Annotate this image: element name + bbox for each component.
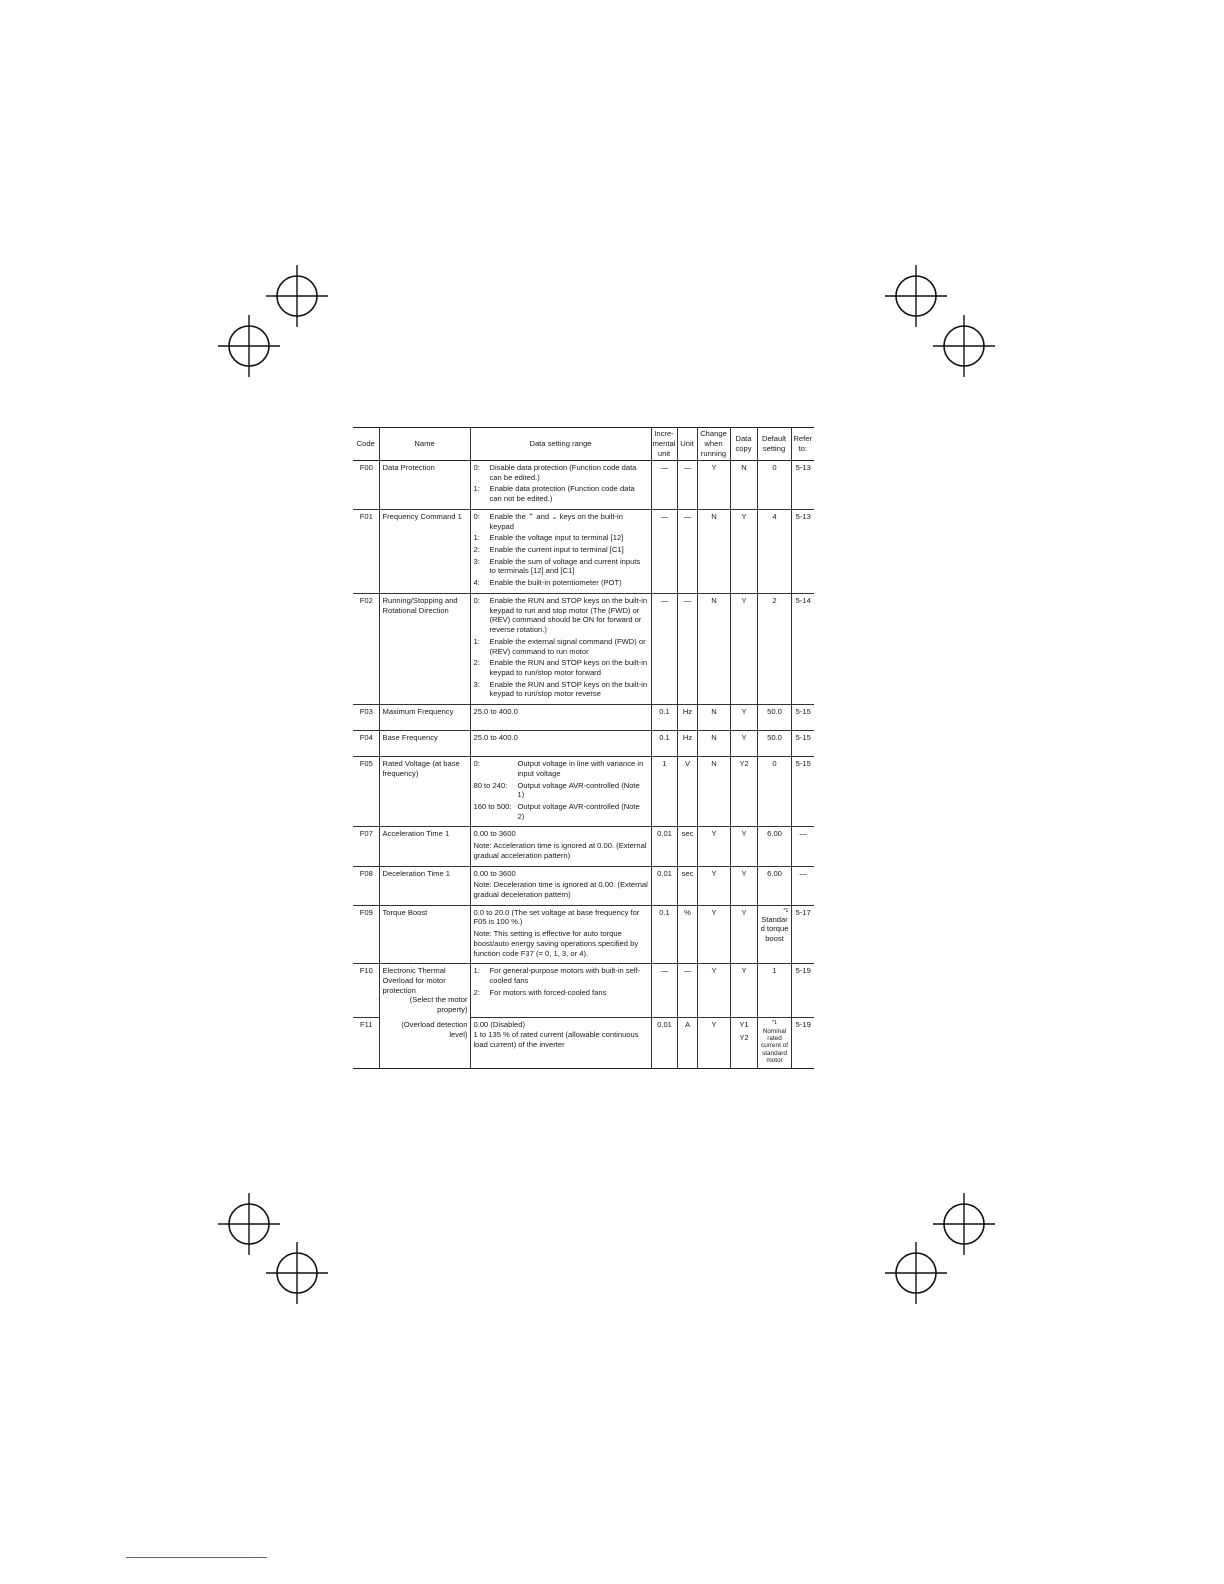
registration-mark-icon [218, 315, 280, 377]
range-cell [470, 866, 651, 905]
copy-cell: Y [730, 866, 757, 905]
header-code: Code [353, 428, 379, 461]
copy-cell: Y [730, 705, 757, 731]
header-name: Name [379, 428, 470, 461]
range-text: Enable the voltage input to terminal [12] [489, 533, 624, 543]
copy-cell: Y [730, 827, 757, 866]
inc-cell: 0.1 [651, 705, 677, 731]
range-cell [470, 827, 651, 866]
change-cell: N [697, 509, 730, 593]
refer-cell: 5-15 [791, 731, 814, 757]
code-cell: F11 [353, 1018, 379, 1068]
header-range: Data setting range [470, 428, 651, 461]
copy-cell: Y [730, 509, 757, 593]
range-key: 0: [473, 595, 480, 605]
unit-cell: Hz [677, 705, 697, 731]
range-text: Enable the built-in potentiometer (POT) [489, 578, 622, 588]
refer-cell: 5-19 [791, 1018, 814, 1068]
range-cell [470, 905, 651, 964]
range-key: 1: [473, 484, 480, 494]
copy-value-2: Y2 [739, 1033, 749, 1043]
range-text: Enable the RUN and STOP keys on the built-in keypad to run/stop motor forward [489, 658, 648, 677]
copy-cell: Y [730, 731, 757, 757]
inc-cell: 0.01 [651, 1018, 677, 1068]
range-text: For motors with forced-cooled fans [489, 987, 607, 997]
change-cell: Y [697, 461, 730, 510]
change-cell: N [697, 731, 730, 757]
refer-cell: 5-13 [791, 461, 814, 510]
name-cell: Frequency Command 1 [379, 509, 470, 593]
name-cell: Torque Boost [379, 905, 470, 964]
change-cell: N [697, 757, 730, 827]
name-cell: Maximum Frequency [379, 705, 470, 731]
range-cell: 25.0 to 400.0 [470, 731, 651, 757]
range-key: 160 to 500: [473, 801, 512, 811]
range-cell: 25.0 to 400.0 [470, 705, 651, 731]
range-text: Enable data protection (Function code data can not be edited.) [489, 484, 635, 504]
header-incremental-unit: Incre-mental unit [651, 428, 677, 461]
footer-rule [126, 1557, 267, 1558]
inc-cell: 0.1 [651, 731, 677, 757]
header-data-copy: Data copy [730, 428, 757, 461]
range-text: Output voltage AVR-controlled (Note 2) [517, 801, 640, 821]
unit-cell: — [677, 593, 697, 704]
default-text: Standard torque boost [760, 914, 789, 944]
name-cell: Acceleration Time 1 [379, 827, 470, 866]
default-cell: 6.00 [757, 827, 791, 866]
refer-cell: 5-15 [791, 705, 814, 731]
registration-mark-icon [885, 1242, 947, 1304]
table-row [353, 731, 814, 757]
inc-cell: 0.01 [651, 866, 677, 905]
default-cell: 1 [757, 964, 791, 1018]
range-text: 1 to 135 % of rated current (allowable continuous load current) of the inverter [473, 1030, 639, 1049]
code-cell: F09 [353, 905, 379, 964]
range-text: 0.00 to 3600 [473, 868, 516, 878]
code-cell: F00 [353, 461, 379, 510]
table-row [353, 757, 814, 827]
range-cell [470, 964, 651, 1018]
table-row [353, 905, 814, 964]
table-header-row [353, 428, 814, 461]
name-cell: Deceleration Time 1 [379, 866, 470, 905]
range-cell [470, 461, 651, 510]
refer-cell: 5-19 [791, 964, 814, 1018]
inc-cell: — [651, 461, 677, 510]
range-key: 1: [473, 966, 480, 976]
range-key: 2: [473, 658, 480, 668]
range-note: Note: Deceleration time is ignored at 0.00. (External gradual deceleration pattern) [473, 880, 648, 899]
change-cell: Y [697, 866, 730, 905]
range-text: Disable data protection (Function code data can be edited.) [489, 463, 637, 482]
range-text: For general-purpose motors with built-in self-cooled fans [489, 966, 641, 986]
copy-cell: Y [730, 905, 757, 964]
header-change-when-running: Change when running [697, 428, 730, 461]
table-row [353, 1018, 814, 1068]
name-text: Electronic Thermal Overload for motor protection [382, 966, 446, 995]
range-cell [470, 509, 651, 593]
range-cell [470, 757, 651, 827]
unit-cell: — [677, 509, 697, 593]
default-cell: 2 [757, 593, 791, 704]
table-row [353, 827, 814, 866]
default-cell [757, 905, 791, 964]
default-footnote: *1 [771, 1020, 778, 1027]
range-text: Enable the RUN and STOP keys on the built-in keypad to run/stop motor reverse [489, 679, 648, 699]
default-cell: 6.00 [757, 866, 791, 905]
inc-cell: — [651, 509, 677, 593]
name-cell: (Overload detection level) [379, 1018, 470, 1068]
range-key: 3: [473, 556, 480, 566]
function-code-table [353, 427, 814, 1069]
name-cell [379, 964, 470, 1018]
change-cell: Y [697, 827, 730, 866]
unit-cell: sec [677, 866, 697, 905]
copy-cell: Y2 [730, 757, 757, 827]
range-text: Enable the current input to terminal [C1] [489, 545, 624, 555]
range-cell [470, 593, 651, 704]
change-cell: Y [697, 964, 730, 1018]
range-note: Note: Acceleration time is ignored at 0.00. (External gradual acceleration pattern) [473, 841, 647, 860]
unit-cell: A [677, 1018, 697, 1068]
default-cell: 0 [757, 461, 791, 510]
name-cell: Base Frequency [379, 731, 470, 757]
inc-cell: 0.1 [651, 905, 677, 964]
code-cell: F07 [353, 827, 379, 866]
name-cell: Running/Stopping and Rotational Direction [379, 593, 470, 704]
refer-cell: — [791, 827, 814, 866]
change-cell: N [697, 593, 730, 704]
range-text: Enable the RUN and STOP keys on the built-in keypad to run and stop motor (The (FWD) or (REV) command should be ON for forward or reverse rotation.) [489, 595, 648, 635]
header-unit: Unit [677, 428, 697, 461]
code-cell: F02 [353, 593, 379, 704]
name-cell: Rated Voltage (at base frequency) [379, 757, 470, 827]
inc-cell: 0.01 [651, 827, 677, 866]
default-cell: 50.0 [757, 705, 791, 731]
range-key: 1: [473, 636, 480, 646]
default-cell [757, 1018, 791, 1068]
refer-cell: 5-13 [791, 509, 814, 593]
table-row [353, 964, 814, 1018]
range-text: Output voltage AVR-controlled (Note 1) [517, 780, 640, 800]
change-cell: Y [697, 1018, 730, 1068]
default-footnote: *1 [783, 907, 789, 914]
range-text: 0.00 to 3600 [473, 829, 516, 839]
code-cell: F01 [353, 509, 379, 593]
range-text: Output voltage in line with variance in input voltage [517, 759, 644, 778]
range-key: 0: [473, 463, 480, 472]
table-row [353, 461, 814, 510]
range-cell [470, 1018, 651, 1068]
refer-cell: 5-14 [791, 593, 814, 704]
range-key: 3: [473, 679, 480, 689]
code-cell: F03 [353, 705, 379, 731]
table-row [353, 593, 814, 704]
copy-cell: N [730, 461, 757, 510]
change-cell: Y [697, 905, 730, 964]
table-row [353, 705, 814, 731]
copy-cell: Y [730, 593, 757, 704]
inc-cell: — [651, 964, 677, 1018]
default-cell: 0 [757, 757, 791, 827]
copy-cell: Y [730, 964, 757, 1018]
name-cell: Data Protection [379, 461, 470, 510]
range-text: 0.0 to 20.0 (The set voltage at base frequency for F05 is 100 %.) [473, 907, 640, 927]
range-note: Note: This setting is effective for auto torque boost/auto energy saving operations specified by function code F37 (= 0, 1, 3, or 4). [473, 929, 639, 958]
range-key: 1: [473, 533, 480, 543]
range-text: 0.00 (Disabled) [473, 1020, 525, 1030]
range-key: 4: [473, 578, 480, 588]
unit-cell: — [677, 461, 697, 510]
code-cell: F05 [353, 757, 379, 827]
table-row [353, 509, 814, 593]
name-subtext: (Select the motor property) [409, 995, 468, 1015]
code-cell: F08 [353, 866, 379, 905]
inc-cell: — [651, 593, 677, 704]
unit-cell: — [677, 964, 697, 1018]
change-cell: N [697, 705, 730, 731]
header-refer-to: Refer to: [791, 428, 814, 461]
range-text: Enable the ⌃ and ⌄ keys on the built-in keypad [489, 511, 623, 531]
unit-cell: Hz [677, 731, 697, 757]
code-cell: F10 [353, 964, 379, 1018]
range-key: 2: [473, 987, 480, 997]
range-text: Enable the sum of voltage and current inputs to terminals [12] and [C1] [489, 556, 641, 576]
unit-cell: sec [677, 827, 697, 866]
table-row [353, 866, 814, 905]
range-key: 0: [473, 511, 480, 521]
range-key: 80 to 240: [473, 780, 508, 790]
copy-cell [730, 1018, 757, 1068]
unit-cell: V [677, 757, 697, 827]
copy-value-1: Y1 [739, 1020, 749, 1030]
refer-cell: 5-17 [791, 905, 814, 964]
refer-cell: — [791, 866, 814, 905]
range-key: 0: [473, 759, 480, 769]
refer-cell: 5-15 [791, 757, 814, 827]
registration-mark-icon [933, 315, 995, 377]
default-text: Nominal rated current of standard motor [761, 1027, 788, 1065]
inc-cell: 1 [651, 757, 677, 827]
range-key: 2: [473, 545, 480, 555]
default-cell: 50.0 [757, 731, 791, 757]
default-cell: 4 [757, 509, 791, 593]
range-text: Enable the external signal command (FWD) or (REV) command to run motor [489, 636, 646, 656]
code-cell: F04 [353, 731, 379, 757]
unit-cell: % [677, 905, 697, 964]
registration-mark-icon [266, 1242, 328, 1304]
header-default-setting: Default setting [757, 428, 791, 461]
